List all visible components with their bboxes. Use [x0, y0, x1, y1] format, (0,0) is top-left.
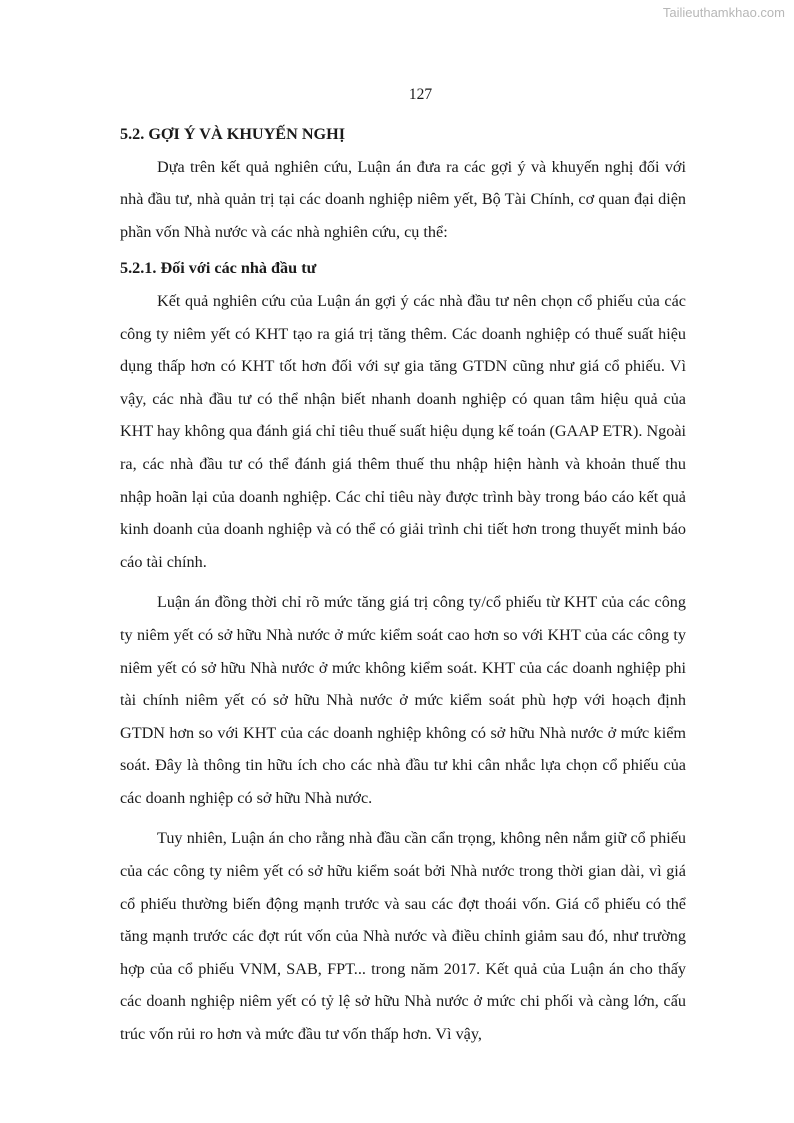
intro-paragraph: Dựa trên kết quả nghiên cứu, Luận án đưa ra các gợi ý và khuyến nghị đối với nhà đầu tư, nhà quản trị tại các doanh nghiệp niêm yết, Bộ Tài Chính, cơ quan đại diện phần vốn Nhà nước và các nhà nghiên cứu, cụ thể: [120, 157, 686, 241]
paragraph: Tuy nhiên, Luận án cho rằng nhà đầu cần cẩn trọng, không nên nắm giữ cổ phiếu của các công ty niêm yết có sở hữu kiểm soát bởi Nhà nước trong thời gian dài, vì giá cổ phiếu thường biến động mạnh trước và sau các đợt thoái vốn. Giá cổ phiếu có thể tăng mạnh trước các đợt rút vốn của Nhà nước và điều chỉnh giảm sau đó, như trường hợp của cổ phiếu VNM, SAB, FPT... trong năm 2017. Kết quả của Luận án cho thấy các doanh nghiệp niêm yết có tỷ lệ sở hữu Nhà nước ở mức chi phối và càng lớn, cấu trúc vốn rủi ro hơn và mức đầu tư vốn thấp hơn. Vì vậy, [120, 829, 686, 1044]
paragraph: Kết quả nghiên cứu của Luận án gợi ý các nhà đầu tư nên chọn cổ phiếu của các công ty niêm yết có KHT tạo ra giá trị tăng thêm. Các doanh nghiệp có thuế suất hiệu dụng thấp hơn có KHT tốt hơn đối với sự gia tăng GTDN cũng như giá cổ phiếu. Vì vậy, các nhà đầu tư có thể nhận biết nhanh doanh nghiệp có quan tâm hiệu quả của KHT hay không qua đánh giá chỉ tiêu thuế suất hiệu dụng kế toán (GAAP ETR). Ngoài ra, các nhà đầu tư có thể đánh giá thêm thuế thu nhập hiện hành và khoản thuế thu nhập hoãn lại của doanh nghiệp. Các chỉ tiêu này được trình bày trong báo cáo kết quả kinh doanh của doanh nghiệp và có thể có giải trình chi tiết hơn trong thuyết minh báo cáo tài chính. [120, 291, 687, 571]
paragraph: Luận án đồng thời chỉ rõ mức tăng giá trị công ty/cổ phiếu từ KHT của các công ty niêm yết có sở hữu Nhà nước ở mức kiểm soát cao hơn so với KHT của các công ty niêm yết có sở hữu Nhà nước ở mức không kiểm soát. KHT của các doanh nghiệp phi tài chính niêm yết có sở hữu Nhà nước ở mức kiểm soát phù hợp với hoạch định GTDN hơn so với KHT của các doanh nghiệp không có sở hữu Nhà nước ở mức kiểm soát. Đây là thông tin hữu ích cho các nhà đầu tư khi cân nhắc lựa chọn cổ phiếu của các doanh nghiệp có sở hữu Nhà nước. [120, 593, 686, 807]
subsection-heading: 5.2.1. Đối với các nhà đầu tư [120, 259, 317, 278]
page-number: 127 [408, 86, 433, 103]
document-body [120, 118, 686, 1051]
watermark: Tailieuthamkhao.com [662, 5, 785, 20]
section-heading: 5.2. GỢI Ý VÀ KHUYẾN NGHỊ [120, 125, 345, 143]
